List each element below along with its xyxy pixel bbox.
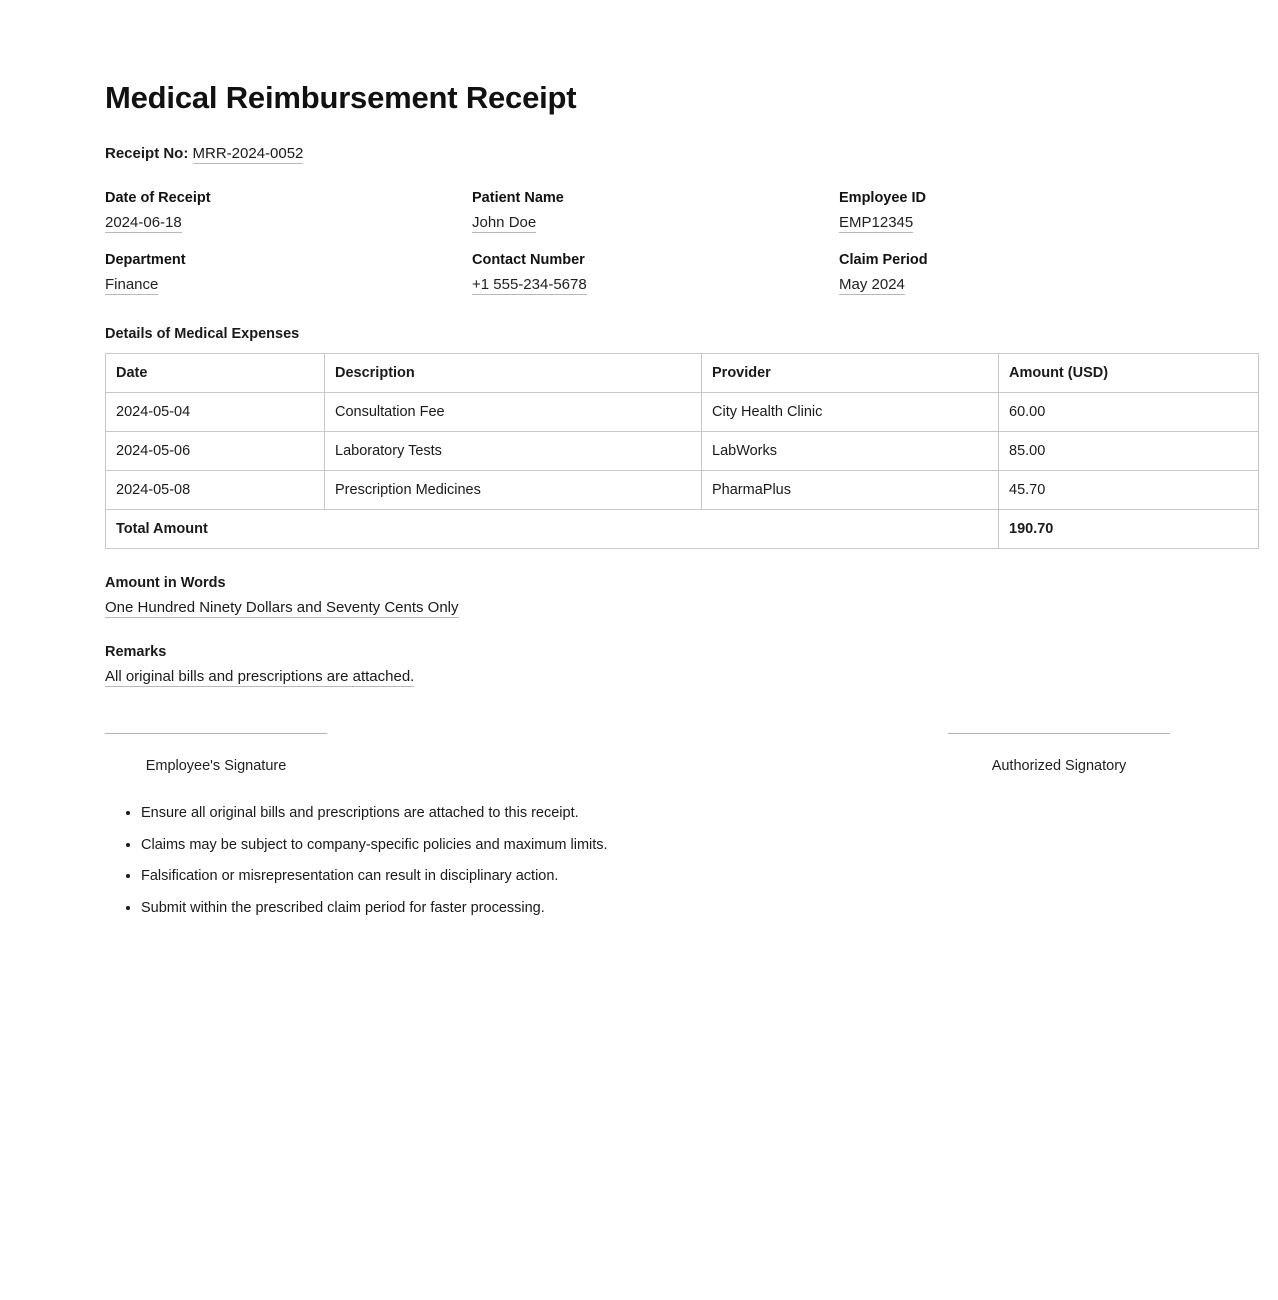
meta-field-department	[105, 252, 472, 314]
cell-provider: PharmaPlus	[702, 471, 999, 510]
meta-grid	[105, 190, 1170, 314]
table-total-row	[106, 510, 1259, 549]
cell-date: 2024-05-08	[106, 471, 325, 510]
meta-field-employee-id	[839, 190, 1170, 252]
authorized-signature-box	[948, 733, 1170, 774]
cell-description: Laboratory Tests	[325, 432, 702, 471]
total-label: Total Amount	[106, 510, 999, 549]
meta-label: Patient Name	[472, 190, 564, 207]
cell-provider: LabWorks	[702, 432, 999, 471]
receipt-number-label: Receipt No:	[105, 145, 189, 163]
receipt-number-value: MRR-2024-0052	[192, 145, 304, 163]
meta-field-contact-number	[472, 252, 839, 314]
list-item: • Claims may be subject to company-specific policies and maximum limits.	[141, 836, 1170, 856]
cell-date: 2024-05-04	[106, 393, 325, 432]
employee-signature-box	[105, 733, 327, 774]
meta-value: +1 555-234-5678	[472, 276, 587, 294]
cell-provider: City Health Clinic	[702, 393, 999, 432]
meta-value: EMP12345	[839, 214, 914, 232]
meta-field-patient-name	[472, 190, 839, 252]
meta-value: 2024-06-18	[105, 214, 182, 232]
list-item: • Falsification or misrepresentation can result in disciplinary action.	[141, 867, 1170, 887]
column-header-amount: Amount (USD)	[999, 354, 1259, 393]
signature-row	[105, 733, 1170, 774]
meta-value: May 2024	[839, 276, 905, 294]
meta-value: John Doe	[472, 214, 537, 232]
amount-in-words-block	[105, 575, 1170, 618]
table-row	[106, 432, 1259, 471]
meta-label: Contact Number	[472, 252, 585, 269]
cell-amount: 60.00	[999, 393, 1259, 432]
employee-signature-caption: Employee's Signature	[145, 758, 287, 775]
remarks-label: Remarks	[105, 644, 167, 661]
authorized-signature-caption: Authorized Signatory	[991, 758, 1127, 775]
cell-date: 2024-05-06	[106, 432, 325, 471]
meta-label: Employee ID	[839, 190, 927, 207]
page-title: Medical Reimbursement Receipt	[105, 80, 577, 115]
meta-label: Department	[105, 252, 186, 269]
column-header-description: Description	[325, 354, 702, 393]
meta-value: Finance	[105, 276, 159, 294]
column-header-date: Date	[106, 354, 325, 393]
meta-label: Date of Receipt	[105, 190, 211, 207]
total-amount: 190.70	[999, 510, 1259, 549]
receipt-number-line	[105, 145, 1170, 164]
meta-label: Claim Period	[839, 252, 928, 269]
table-header-row	[106, 354, 1259, 393]
list-item: • Ensure all original bills and prescriptions are attached to this receipt.	[141, 804, 1170, 824]
expenses-table	[105, 353, 1259, 549]
remarks-block	[105, 644, 1170, 687]
list-item: • Submit within the prescribed claim period for faster processing.	[141, 899, 1170, 919]
cell-amount: 85.00	[999, 432, 1259, 471]
signature-line	[105, 733, 327, 734]
table-row	[106, 393, 1259, 432]
table-row	[106, 471, 1259, 510]
notes-list	[105, 804, 1170, 918]
remarks-value: All original bills and prescriptions are attached.	[105, 668, 415, 686]
cell-description: Consultation Fee	[325, 393, 702, 432]
amount-in-words-label: Amount in Words	[105, 575, 226, 592]
amount-in-words-value: One Hundred Ninety Dollars and Seventy Cents Only	[105, 599, 459, 617]
column-header-provider: Provider	[702, 354, 999, 393]
signature-line	[948, 733, 1170, 734]
meta-field-claim-period	[839, 252, 1170, 314]
cell-description: Prescription Medicines	[325, 471, 702, 510]
expenses-section-label: Details of Medical Expenses	[105, 326, 300, 343]
cell-amount: 45.70	[999, 471, 1259, 510]
meta-field-date-of-receipt	[105, 190, 472, 252]
